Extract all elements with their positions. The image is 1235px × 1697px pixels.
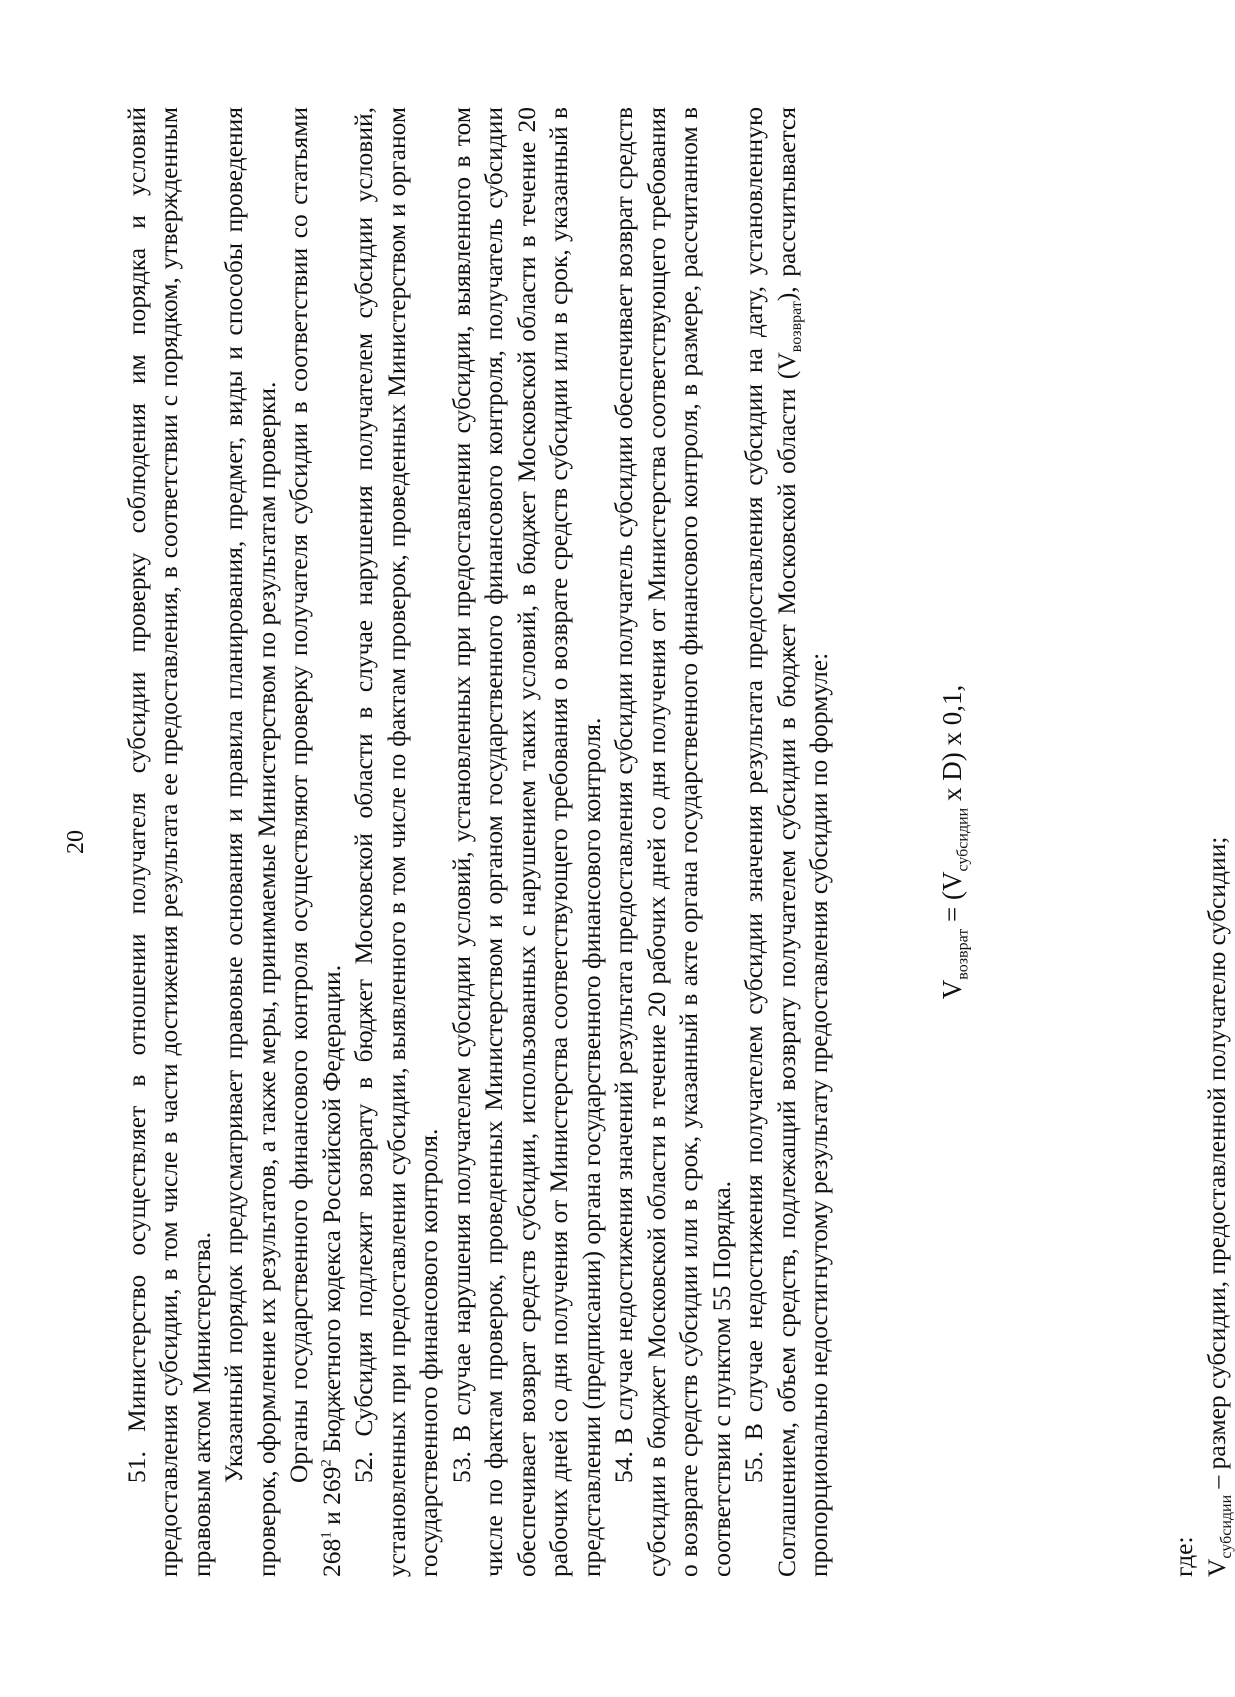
control-text-after: Бюджетного кодекса Российской Федерации. bbox=[316, 964, 346, 1460]
page-number: 20 bbox=[63, 830, 89, 854]
formula-lhs-sub: возврат bbox=[953, 928, 971, 980]
formula-lhs: V bbox=[936, 979, 967, 1000]
paragraph-52: 52. Субсидия подлежит возврату в бюджет Московской области в случае нарушения получателем субсидии условий, установленных при предоставлении субсидии, выявленного в том числе по фактам проверок, проведенных Министерством и органом государственного финансового контроля. bbox=[349, 107, 443, 1577]
paragraph-55 bbox=[738, 107, 836, 1577]
definition-v-subsidy bbox=[1201, 107, 1234, 1577]
def1-var: V bbox=[1201, 1558, 1231, 1577]
where-label: где: bbox=[1169, 1536, 1198, 1577]
def1-text: – размер субсидии, предоставленной получателю субсидии; bbox=[1201, 836, 1231, 1495]
control-text-mid: и 269 bbox=[316, 1466, 346, 1532]
p55-sub: возврат bbox=[787, 301, 805, 353]
paragraph-53: 53. В случае нарушения получателем субсидии условий, установленных при предоставлении субсидии, выявленного в том числе по фактам проверок, проведенных Министерством и органом государственного финансового контроля, получатель субсидии обеспечивает возврат средств субсидии, использованных с нарушением таких условий, в бюджет Московской области в течение 20 рабочих дней со дня получения от Министерства соответствующего требования о возврате средств субсидии или в срок, указанный в представлении (предписании) органа государственного финансового контроля. bbox=[446, 107, 606, 1577]
control-sup-2: 2 bbox=[318, 1459, 334, 1467]
p55-text-before: 55. В случае недостижения получателем субсидии значения результата предоставления субсидии на дату, установленную Соглашением, объем средств, подлежащий возврату получателем субсидии в бюджет Московской области (V bbox=[739, 107, 801, 1577]
formula-rest: x D) x 0,1, bbox=[936, 684, 967, 808]
paragraph-financial-control bbox=[283, 107, 348, 1577]
control-sup-1: 1 bbox=[318, 1531, 334, 1539]
formula-eq-open: = (V bbox=[936, 871, 967, 929]
control-text-before: Органы государственного финансового контроля осуществляют проверку получателя субсидии в соответствии со статьями 268 bbox=[284, 107, 346, 1577]
paragraph-51: 51. Министерство осуществляет в отношении получателя субсидии проверку соблюдения им порядка и условий предоставления субсидии, в том числе в части достижения результата ее предоставления, в соответствии с порядком, утвержденным правовым актом Министерства. bbox=[121, 107, 216, 1577]
paragraph-51-procedure: Указанный порядок предусматривает правовые основания и правила планирования, предмет, виды и способы проведения проверок, оформление их результатов, а также меры, принимаемые Министерством по результатам проверки. bbox=[219, 107, 281, 1577]
paragraph-54: 54. В случае недостижения значений результата предоставления субсидии получатель субсидии обеспечивает возврат средств субсидии в бюджет Московской области в течение 20 рабочих дней со дня получения от Министерства соответствующего требования о возврате средств субсидии или в срок, указанный в акте органа государственного финансового контроля, в размере, рассчитанном в соответствии с пунктом 55 Порядка. bbox=[609, 107, 736, 1577]
p55-text-after: ), рассчитывается пропорционально недостигнутому результату предоставления субсидии по формуле: bbox=[771, 107, 833, 1577]
document-body bbox=[60, 107, 1233, 1577]
formula bbox=[936, 107, 969, 1577]
formula-rhs-sub: субсидии bbox=[953, 807, 971, 872]
def1-sub: субсидии bbox=[1217, 1494, 1235, 1559]
